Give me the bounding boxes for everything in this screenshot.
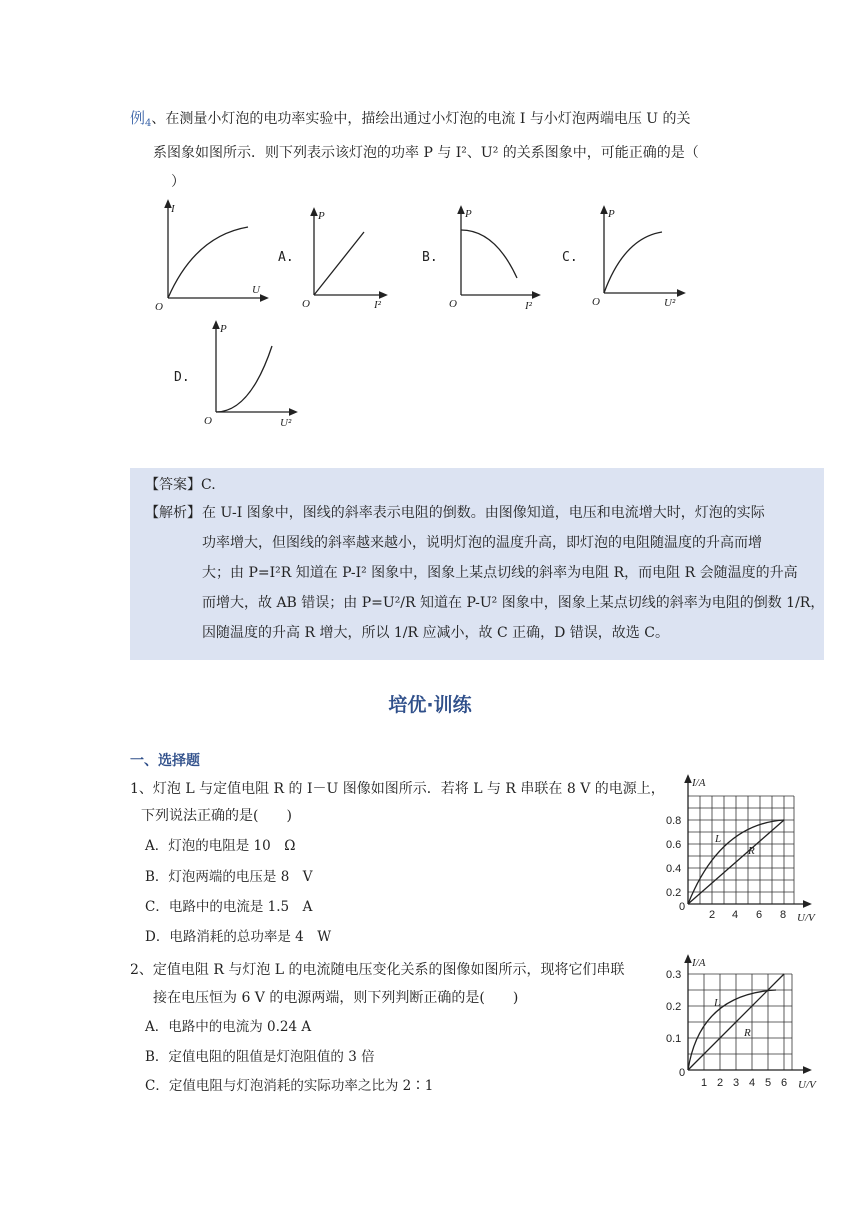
q2-line-2: 接在电压恒为 6 V 的电源两端，则下列判断正确的是( ) [153, 990, 519, 1006]
option-d-curve [216, 346, 272, 412]
svg-text:I/A: I/A [692, 777, 706, 789]
svg-text:3: 3 [733, 1077, 740, 1089]
main-iu-graph [150, 198, 270, 313]
example-question-line-1: 、在测量小灯泡的电功率实验中，描绘出通过小灯泡的电流 I 与小灯泡两端电压 U 的关 [151, 111, 691, 127]
option-b-label[interactable]: B. [422, 250, 438, 265]
x-axis-label: U [252, 284, 260, 296]
q2-line-1: 2、定值电阻 R 与灯泡 L 的电流随电压变化关系的图像如图所示，现将它们串联 [130, 962, 625, 978]
svg-text:6: 6 [781, 1077, 788, 1089]
analysis-label: 【解析】 [145, 505, 201, 521]
q2-choice-b[interactable]: B．定值电阻的阻值是灯泡阻值的 3 倍 [145, 1049, 375, 1065]
svg-text:R: R [744, 1027, 751, 1039]
option-d-graph[interactable] [200, 318, 300, 430]
q1-choice-c[interactable]: C．电路中的电流是 1.5 A [145, 899, 313, 915]
svg-text:0.1: 0.1 [666, 1033, 682, 1045]
q1-line-1: 1、灯泡 L 与定值电阻 R 的 I－U 图像如图所示．若将 L 与 R 串联在 8 V 的电源上， [130, 781, 665, 797]
q1-choice-b[interactable]: B．灯泡两端的电压是 8 V [145, 869, 313, 885]
sub-heading: 一、选择题 [130, 753, 200, 769]
svg-text:U²: U² [280, 417, 292, 429]
analysis-line-5: 因随温度的升高 R 增大，所以 1/R 应减小，故 C 正确，D 错误，故选 C。 [202, 625, 669, 641]
option-a-graph[interactable] [298, 205, 388, 310]
svg-text:0: 0 [679, 901, 686, 913]
svg-text:O: O [204, 415, 212, 427]
analysis-line-2: 功率增大，但图线的斜率越来越小，说明灯泡的温度升高，即灯泡的电阻随温度的升高而增 [202, 535, 762, 551]
svg-text:2: 2 [709, 909, 716, 921]
example-number: 4 [145, 118, 152, 129]
svg-text:I²: I² [374, 299, 381, 310]
q2-curve-l [688, 990, 776, 1070]
svg-text:6: 6 [756, 909, 763, 921]
q2-choice-c[interactable]: C．定值电阻与灯泡消耗的实际功率之比为 2∶1 [145, 1078, 434, 1094]
svg-text:U/V: U/V [798, 1079, 816, 1091]
example-header [130, 108, 691, 131]
svg-text:0.4: 0.4 [666, 863, 682, 875]
q1-line-2: 下列说法正确的是( ) [141, 808, 292, 824]
y-axis-label: I [171, 203, 175, 215]
svg-text:0.6: 0.6 [666, 839, 682, 851]
q1-iu-graph [660, 772, 830, 922]
q2-iu-graph [660, 954, 830, 1092]
example-question-line-3: ） [171, 174, 185, 190]
svg-text:0.8: 0.8 [666, 815, 682, 827]
example-question-line-2: 系图象如图所示．则下列表示该灯泡的功率 P 与 I²、U² 的关系图象中，可能正确的是（ [153, 145, 699, 161]
option-c-graph[interactable] [588, 203, 688, 311]
analysis-line-4: 而增大，故 AB 错误；由 P=U²/R 知道在 P-U² 图象中，图象上某点切线的斜率为电阻的倒数 1/R， [202, 595, 825, 611]
svg-text:U/V: U/V [797, 912, 815, 922]
svg-text:1: 1 [701, 1077, 708, 1089]
svg-text:4: 4 [732, 909, 739, 921]
svg-text:O: O [302, 298, 310, 310]
svg-text:I²: I² [525, 300, 532, 312]
option-c-label[interactable]: C. [562, 250, 578, 265]
svg-text:O: O [592, 296, 600, 308]
svg-text:4: 4 [749, 1077, 756, 1089]
q1-choice-a[interactable]: A．灯泡的电阻是 10 Ω [145, 838, 296, 854]
svg-text:I/A: I/A [692, 957, 706, 969]
option-d-label[interactable]: D. [174, 370, 190, 385]
origin-label: O [155, 301, 163, 313]
option-a-label[interactable]: A. [278, 250, 294, 265]
q2-choice-a[interactable]: A．电路中的电流为 0.24 A [145, 1019, 312, 1035]
option-c-curve [604, 232, 662, 293]
svg-text:R: R [748, 845, 755, 857]
analysis-line-3: 大；由 P=I²R 知道在 P-I² 图象中，图象上某点切线的斜率为电阻 R，而电阻 R 会随温度的升高 [202, 565, 798, 581]
analysis-line-1: 在 U-I 图象中，图线的斜率表示电阻的倒数。由图像知道，电压和电流增大时，灯泡的实际 [202, 505, 765, 521]
svg-text:P: P [220, 323, 227, 335]
svg-text:P: P [608, 208, 615, 220]
svg-text:0.2: 0.2 [666, 887, 682, 899]
option-b-graph[interactable] [445, 203, 545, 313]
svg-text:P: P [318, 210, 325, 222]
q1-grid [688, 796, 794, 904]
svg-text:L: L [714, 997, 721, 1009]
svg-text:U²: U² [664, 297, 676, 309]
example-label: 例 [130, 109, 146, 127]
svg-text:L: L [715, 833, 722, 845]
q1-choice-d[interactable]: D．电路消耗的总功率是 4 W [145, 929, 332, 945]
answer-line: 【答案】C. [145, 477, 216, 493]
svg-text:5: 5 [765, 1077, 772, 1089]
svg-text:0.3: 0.3 [666, 969, 682, 981]
svg-text:O: O [449, 298, 457, 310]
svg-text:0: 0 [679, 1067, 686, 1079]
svg-text:0.2: 0.2 [666, 1001, 682, 1013]
svg-text:P: P [465, 208, 472, 220]
iu-curve [168, 227, 248, 298]
svg-text:2: 2 [717, 1077, 724, 1089]
option-b-curve [461, 230, 517, 278]
svg-text:8: 8 [780, 909, 787, 921]
option-a-line [314, 232, 364, 295]
section-title: 培优·训练 [388, 694, 472, 716]
q2-grid [688, 974, 792, 1070]
